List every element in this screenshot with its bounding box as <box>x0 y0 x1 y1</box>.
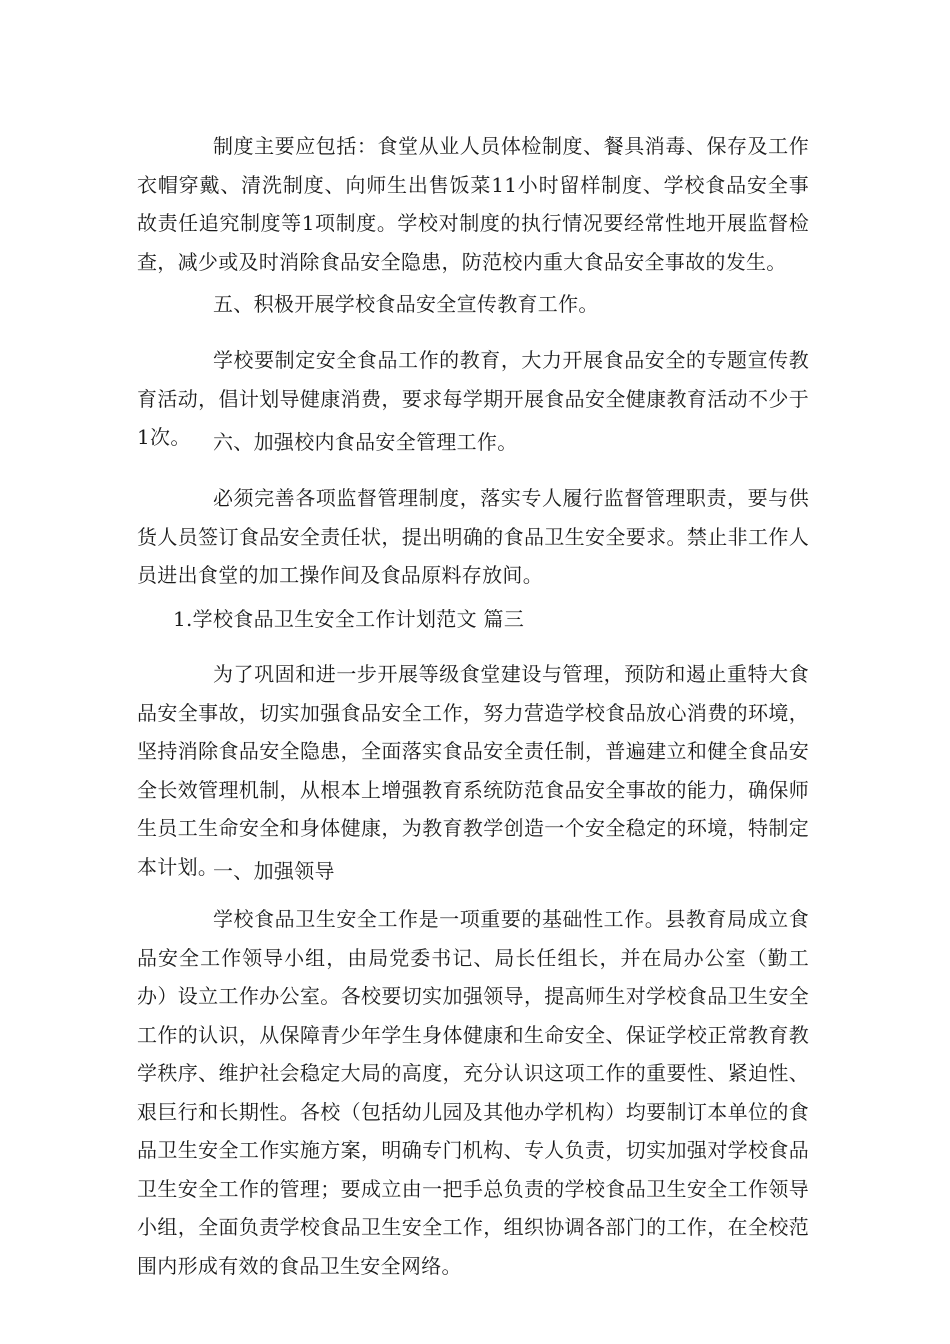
section-title-plan-three: 1.学校食品卫生安全工作计划范文 篇三 <box>173 607 525 631</box>
paragraph-leadership-details: 学校食品卫生安全工作是一项重要的基础性工作。县教育局成立食品安全工作领导小组，由局党委书记、局长任组长，并在局办公室（勤工办）设立工作办公室。各校要切实加强领导，提高师生对学校食品卫生安全工作的认识，从保障青少年学生身体健康和生命安全、保证学校正常教育教学秩序、维护社会稳定大局的高度，充分认识这项工作的重要性、紧迫性、艰巨行和长期性。各校（包括幼儿园及其他办学机构）均要制订本单位的食品卫生安全工作实施方案，明确专门机构、专人负责，切实加强对学校食品卫生安全工作的管理；要成立由一把手总负责的学校食品卫生安全工作领导小组，全面负责学校食品卫生安全工作，组织协调各部门的工作，在全校范围内形成有效的食品卫生安全网络。 <box>137 907 809 1278</box>
paragraph-safety-education: 学校要制定安全食品工作的教育，大力开展食品安全的专题宣传教育活动，倡计划导健康消费，要求每学期开展食品安全健康教育活动不少于1次。 <box>137 348 809 449</box>
heading-section-five: 五、积极开展学校食品安全宣传教育工作。 <box>213 292 599 316</box>
heading-strengthen-leadership: 一、加强领导 <box>213 859 335 883</box>
paragraph-food-safety-rules: 制度主要应包括：食堂从业人员体检制度、餐具消毒、保存及工作衣帽穿戴、清洗制度、向师生出售饭菜11小时留样制度、学校食品安全事故责任追究制度等1项制度。学校对制度的执行情况要经常性地开展监督检查，减少或及时消除食品安全隐患，防范校内重大食品安全事故的发生。 <box>137 134 809 274</box>
paragraph-supervision-management: 必须完善各项监督管理制度，落实专人履行监督管理职责，要与供货人员签订食品安全责任状，提出明确的食品卫生安全要求。禁止非工作人员进出食堂的加工操作间及食品原料存放间。 <box>137 486 809 587</box>
heading-section-six: 六、加强校内食品安全管理工作。 <box>213 430 518 454</box>
paragraph-plan-introduction: 为了巩固和进一步开展等级食堂建设与管理，预防和遏止重特大食品安全事故，切实加强食品安全工作，努力营造学校食品放心消费的环境，坚持消除食品安全隐患，全面落实食品安全责任制，普遍建立和健全食品安全长效管理机制，从根本上增强教育系统防范食品安全事故的能力，确保师生员工生命安全和身体健康，为教育教学创造一个安全稳定的环境，特制定本计划。 <box>137 662 809 879</box>
